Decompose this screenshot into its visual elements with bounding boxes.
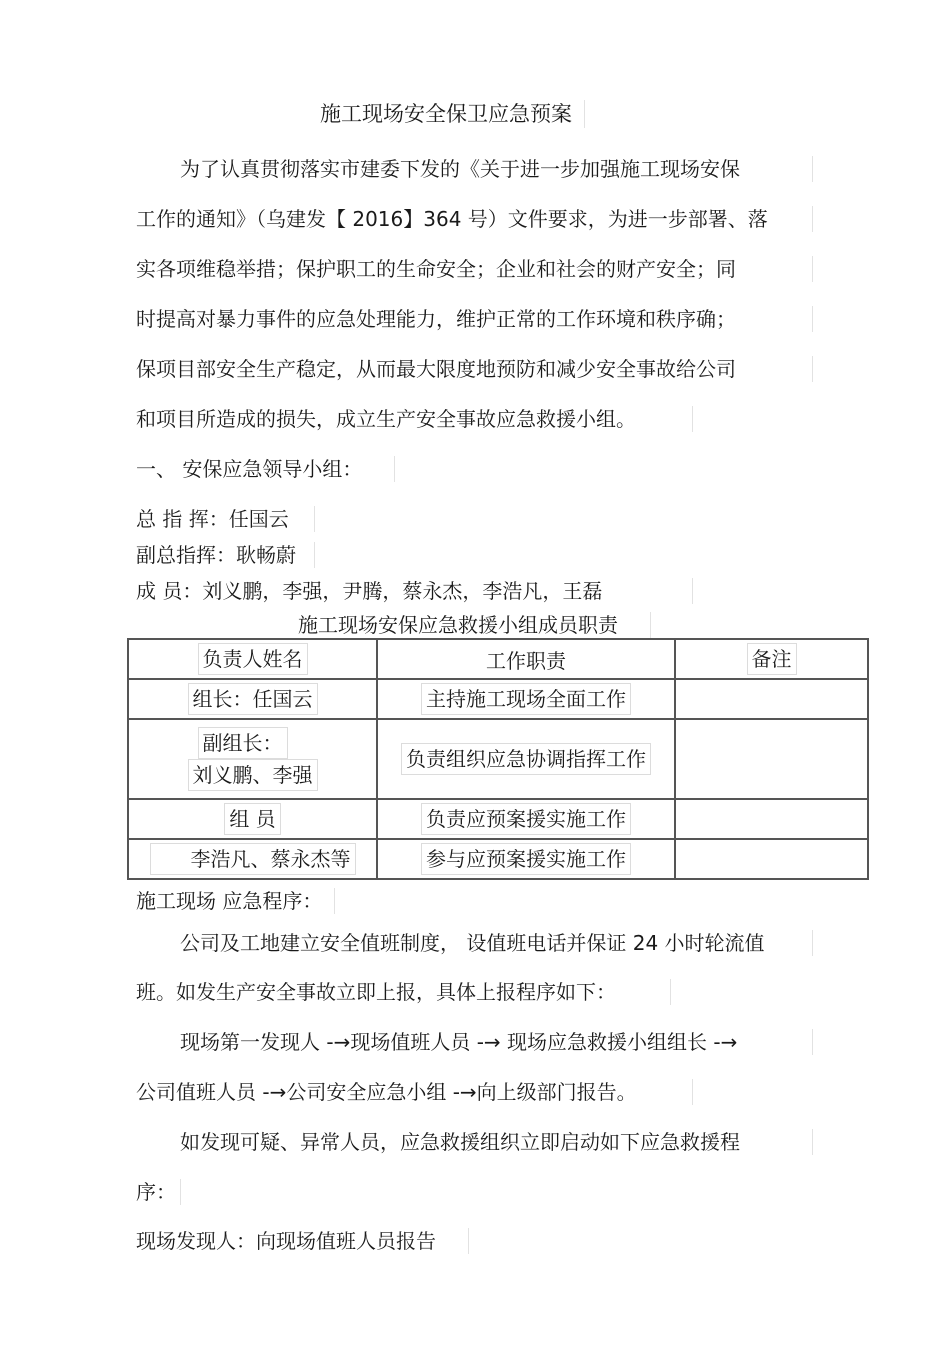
row4-note <box>675 839 868 879</box>
header-note: 备注 <box>747 643 797 675</box>
row3-duty: 负责应预案援实施工作 <box>421 803 631 835</box>
table-row <box>128 799 868 839</box>
row3-note <box>675 799 868 839</box>
intro-line-3: 实各项维稳举措；保护职工的生命安全；企业和社会的财产安全；同 <box>136 256 813 282</box>
header-duty: 工作职责 <box>486 648 566 673</box>
row2-name-line1: 副组长： <box>198 727 288 759</box>
row4-name-cell <box>128 839 377 879</box>
row3-name-cell <box>128 799 377 839</box>
row1-duty: 主持施工现场全面工作 <box>421 683 631 715</box>
procedure-line-4: 公司值班人员 -→公司安全应急小组 -→向上级部门报告。 <box>136 1079 693 1105</box>
row2-duty: 负责组织应急协调指挥工作 <box>401 743 651 775</box>
duty-table <box>127 638 869 880</box>
row2-note <box>675 719 868 799</box>
table-row <box>128 679 868 719</box>
intro-line-6: 和项目所造成的损失，成立生产安全事故应急救援小组。 <box>136 406 693 432</box>
procedure-heading: 施工现场 应急程序： <box>136 888 335 914</box>
row1-duty-cell <box>377 679 675 719</box>
section1-heading: 一、 安保应急领导小组： <box>136 456 395 482</box>
row4-duty-cell <box>377 839 675 879</box>
row1-note <box>675 679 868 719</box>
procedure-line-6: 序： <box>136 1179 181 1205</box>
procedure-line-2: 班。如发生产安全事故立即上报，具体上报程序如下： <box>136 979 671 1005</box>
header-cell-note <box>675 639 868 679</box>
row3-name: 组 员 <box>224 803 280 835</box>
header-cell-duty <box>377 639 675 679</box>
row3-duty-cell <box>377 799 675 839</box>
intro-line-1: 为了认真贯彻落实市建委下发的《关于进一步加强施工现场安保 <box>180 156 813 182</box>
header-cell-name <box>128 639 377 679</box>
row4-duty: 参与应预案援实施工作 <box>421 843 631 875</box>
table-row <box>128 839 868 879</box>
table-caption: 施工现场安保应急救援小组成员职责 <box>298 612 651 638</box>
procedure-line-7: 现场发现人：向现场值班人员报告 <box>136 1228 469 1254</box>
leader-members: 成 员：刘义鹏，李强，尹腾，蔡永杰，李浩凡，王磊 <box>136 578 693 604</box>
intro-line-2: 工作的通知》（乌建发【 2016】364 号）文件要求，为进一步部署、落 <box>136 206 813 232</box>
intro-line-5: 保项目部安全生产稳定，从而最大限度地预防和减少安全事故给公司 <box>136 356 813 382</box>
row2-name-line2: 刘义鹏、李强 <box>188 759 318 791</box>
row1-name-cell <box>128 679 377 719</box>
leader-deputy: 副总指挥：耿畅蔚 <box>136 542 315 568</box>
row2-name-stack <box>188 727 318 791</box>
header-name: 负责人姓名 <box>198 643 308 675</box>
row2-name-cell <box>128 719 377 799</box>
row4-name: 李浩凡、蔡永杰等 <box>150 843 356 875</box>
intro-line-4: 时提高对暴力事件的应急处理能力，维护正常的工作环境和秩序确； <box>136 306 813 332</box>
procedure-line-3: 现场第一发现人 -→现场值班人员 -→ 现场应急救援小组组长 -→ <box>180 1029 813 1055</box>
page-title: 施工现场安全保卫应急预案 <box>320 100 585 128</box>
procedure-line-5: 如发现可疑、异常人员，应急救援组织立即启动如下应急救援程 <box>180 1129 813 1155</box>
leader-commander: 总 指 挥：任国云 <box>136 506 315 532</box>
table-header-row <box>128 639 868 679</box>
row1-name: 组长：任国云 <box>188 683 318 715</box>
procedure-line-1: 公司及工地建立安全值班制度， 设值班电话并保证 24 小时轮流值 <box>180 930 813 956</box>
row2-duty-cell <box>377 719 675 799</box>
table-row <box>128 719 868 799</box>
